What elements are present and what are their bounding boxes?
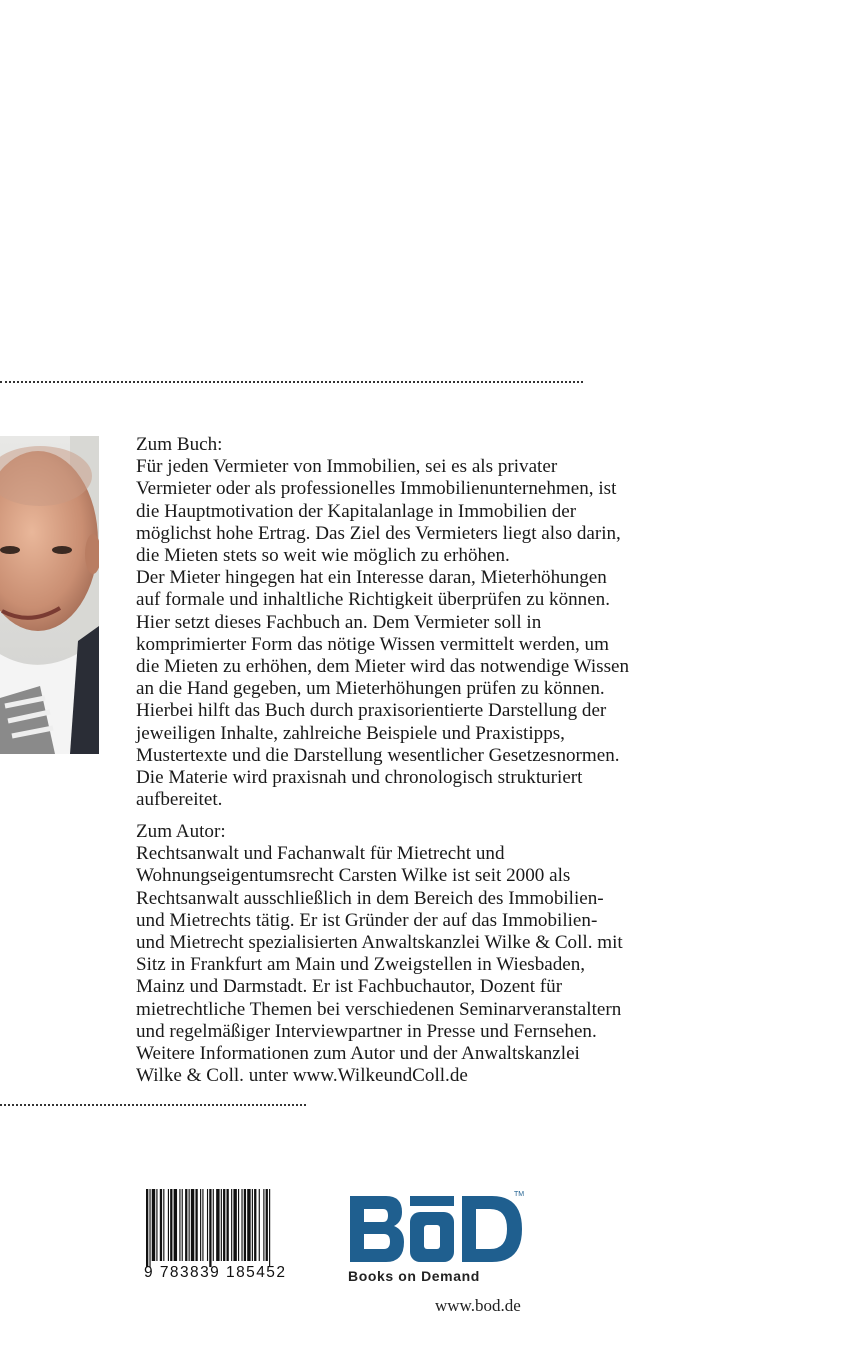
author-description bbox=[136, 821, 716, 1087]
barcode-bar bbox=[221, 1189, 222, 1261]
book-line: an die Hand gegeben, um Mieterhöhungen prüfen zu können. bbox=[136, 678, 605, 700]
barcode-bar bbox=[227, 1189, 229, 1261]
book-line: komprimierter Form das nötige Wissen vermittelt werden, um bbox=[136, 633, 609, 655]
barcode-bar bbox=[185, 1189, 187, 1261]
bod-url: www.bod.de bbox=[435, 1296, 521, 1315]
barcode-bar bbox=[179, 1189, 180, 1261]
book-line: aufbereitet. bbox=[136, 789, 223, 811]
author-line: und Mietrecht spezialisierten Anwaltskanzlei Wilke & Coll. mit bbox=[136, 932, 623, 954]
barcode-bar bbox=[200, 1189, 201, 1261]
book-line: Mustertexte und die Darstellung wesentlicher Gesetzesnormen. bbox=[136, 744, 620, 766]
barcode-bar bbox=[149, 1189, 150, 1267]
barcode-bar bbox=[252, 1189, 253, 1261]
barcode-bar bbox=[170, 1189, 172, 1261]
barcode-bar bbox=[202, 1189, 203, 1261]
barcode-bar bbox=[263, 1189, 264, 1261]
author-line: Wohnungseigentumsrecht Carsten Wilke ist seit 2000 als bbox=[136, 865, 571, 887]
barcode-bar bbox=[266, 1189, 268, 1261]
bod-logo bbox=[346, 1190, 528, 1270]
barcode-bar bbox=[238, 1189, 239, 1261]
book-line: Hier setzt dieses Fachbuch an. Dem Vermieter soll in bbox=[136, 611, 542, 633]
barcode-bar bbox=[160, 1189, 162, 1261]
author-line: Wilke & Coll. unter www.WilkeundColl.de bbox=[136, 1065, 468, 1087]
barcode-bar bbox=[209, 1189, 211, 1267]
author-line: Mainz und Darmstadt. Er ist Fachbuchautor, Dozent für bbox=[136, 976, 563, 998]
book-line: die Mieten zu erhöhen, dem Mieter wird das notwendige Wissen bbox=[136, 656, 630, 678]
barcode-bar bbox=[191, 1189, 194, 1261]
author-line: Rechtsanwalt ausschließlich in dem Bereich des Immobilien- bbox=[136, 887, 604, 909]
barcode-bar bbox=[189, 1189, 190, 1261]
barcode-bar bbox=[254, 1189, 256, 1261]
barcode-bar bbox=[213, 1189, 214, 1261]
barcode-bar bbox=[269, 1189, 270, 1267]
barcode-bar bbox=[152, 1189, 155, 1261]
barcode-bar bbox=[216, 1189, 219, 1261]
book-line: Hierbei hilft das Buch durch praxisorientierte Darstellung der bbox=[136, 700, 607, 722]
barcode-bar bbox=[244, 1189, 246, 1261]
barcode-bar bbox=[241, 1189, 242, 1261]
bod-trademark: TM bbox=[514, 1191, 525, 1198]
author-line: mietrechtliche Themen bei verschiedenen Seminarveranstaltern bbox=[136, 998, 622, 1020]
book-heading: Zum Buch: bbox=[136, 434, 223, 455]
barcode-bar bbox=[146, 1189, 148, 1267]
barcode-bar bbox=[174, 1189, 177, 1261]
barcode-bar bbox=[195, 1189, 197, 1261]
author-photo bbox=[0, 436, 99, 754]
barcode-bar bbox=[259, 1189, 260, 1261]
book-line: auf formale und inhaltliche Richtigkeit überprüfen zu können. bbox=[136, 589, 611, 611]
barcode-bar bbox=[168, 1189, 169, 1261]
barcode-bar bbox=[231, 1189, 232, 1261]
dotted-divider-top bbox=[0, 381, 583, 383]
book-line: jeweiligen Inhalte, zahlreiche Beispiele und Praxistipps, bbox=[136, 722, 565, 744]
barcode-bar bbox=[233, 1189, 236, 1261]
isbn-barcode bbox=[146, 1189, 311, 1267]
book-description bbox=[136, 434, 716, 811]
author-line: und Mietrechts tätig. Er ist Gründer der auf das Immobilien- bbox=[136, 909, 598, 931]
author-line: Rechtsanwalt und Fachanwalt für Mietrecht und bbox=[136, 843, 505, 865]
book-line: möglichst hohe Ertrag. Das Ziel des Vermieters liegt also darin, bbox=[136, 522, 621, 544]
isbn-number: 9 783839 185452 bbox=[144, 1264, 287, 1281]
barcode-bar bbox=[163, 1189, 164, 1261]
author-line: und regelmäßiger Interviewpartner in Presse und Fernsehen. bbox=[136, 1020, 597, 1042]
barcode-bar bbox=[223, 1189, 225, 1261]
barcode-bar bbox=[207, 1189, 208, 1261]
barcode-bar bbox=[156, 1189, 157, 1261]
book-line: Für jeden Vermieter von Immobilien, sei es als privater bbox=[136, 456, 558, 478]
barcode-bar bbox=[182, 1189, 183, 1261]
book-line: die Hauptmotivation der Kapitalanlage in Immobilien der bbox=[136, 500, 577, 522]
book-line: die Mieten stets so weit wie möglich zu erhöhen. bbox=[136, 545, 510, 567]
dotted-divider-bottom bbox=[0, 1104, 306, 1106]
barcode-bar bbox=[247, 1189, 250, 1261]
author-line: Weitere Informationen zum Autor und der Anwaltskanzlei bbox=[136, 1043, 580, 1065]
book-line: Der Mieter hingegen hat ein Interesse daran, Mieterhöhungen bbox=[136, 567, 607, 589]
author-line: Sitz in Frankfurt am Main und Zweigstellen in Wiesbaden, bbox=[136, 954, 586, 976]
author-heading: Zum Autor: bbox=[136, 821, 226, 842]
book-line: Vermieter oder als professionelles Immobilienunternehmen, ist bbox=[136, 478, 617, 500]
bod-tagline: Books on Demand bbox=[348, 1268, 480, 1284]
book-line: Die Materie wird praxisnah und chronologisch strukturiert bbox=[136, 767, 583, 789]
